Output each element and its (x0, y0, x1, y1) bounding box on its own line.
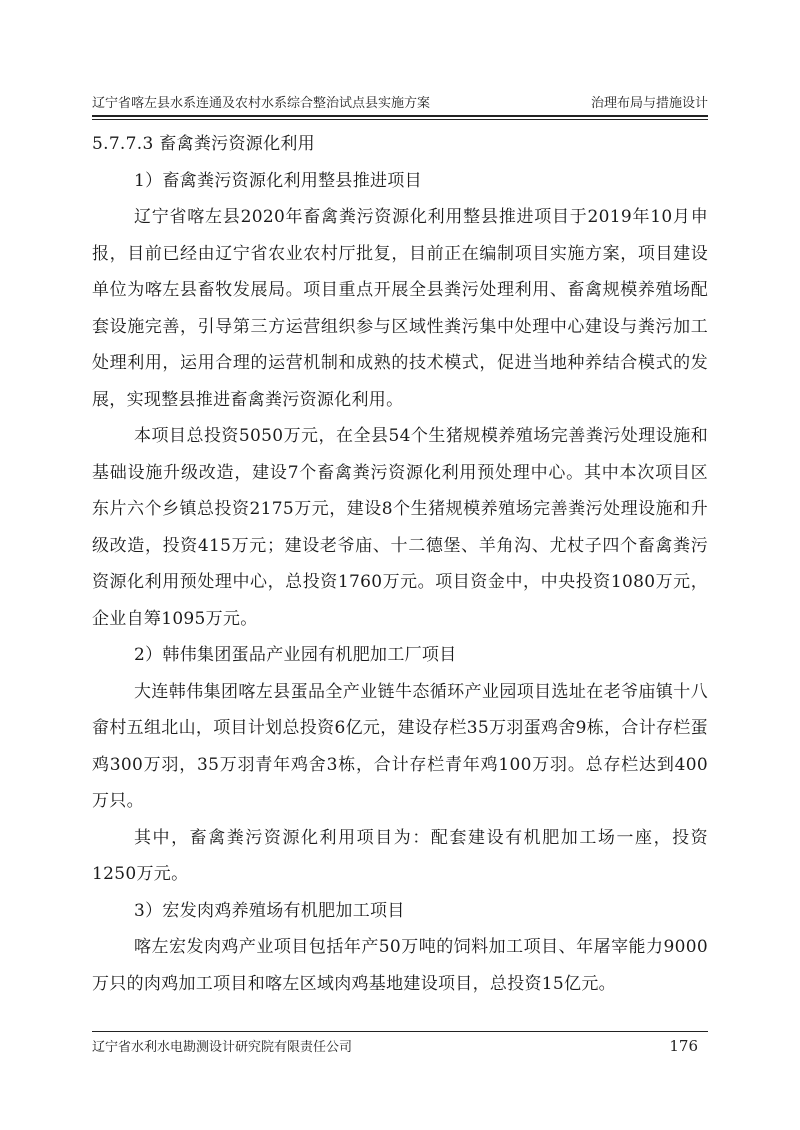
paragraph: 辽宁省喀左县2020年畜禽粪污资源化利用整县推进项目于2019年10月申报，目前已经由辽宁省农业农村厅批复，目前正在编制项目实施方案，项目建设单位为喀左县畜牧发展局。项目重点开展全县粪污处理利用、畜禽规模养殖场配套设施完善，引导第三方运营组织参与区域性粪污集中处理中心建设与粪污加工处理利用，运用合理的运营机制和成熟的技术模式，促进当地种养结合模式的发展，实现整县推进畜禽粪污资源化利用。 (92, 207, 708, 410)
paragraph: 本项目总投资5050万元，在全县54个生猪规模养殖场完善粪污处理设施和基础设施升级改造，建设7个畜禽粪污资源化利用预处理中心。其中本次项目区东片六个乡镇总投资2175万元，建设8个生猪规模养殖场完善粪污处理设施和升级改造，投资415万元；建设老爷庙、十二德堡、羊角沟、尤杖子四个畜禽粪污资源化利用预处理中心，总投资1760万元。项目资金中，中央投资1080万元，企业自筹1095万元。 (92, 426, 708, 629)
paragraph: 喀左宏发肉鸡产业项目包括年产50万吨的饲料加工项目、年屠宰能力9000万只的肉鸡加工项目和喀左区域肉鸡基地建设项目，总投资15亿元。 (92, 937, 708, 994)
subsection-heading-2: 2）韩伟集团蛋品产业园有机肥加工厂项目 (134, 645, 457, 665)
paragraph: 其中，畜禽粪污资源化利用项目为：配套建设有机肥加工场一座，投资1250万元。 (92, 827, 708, 884)
footer-rule (92, 1031, 708, 1032)
header-chapter-title: 治理布局与措施设计 (590, 96, 708, 111)
header-rule-thin (92, 119, 708, 120)
page-header (92, 90, 708, 112)
header-document-title: 辽宁省喀左县水系连通及农村水系综合整治试点县实施方案 (92, 96, 431, 111)
header-rule (92, 115, 708, 117)
subsection-heading-1: 1）畜禽粪污资源化利用整县推进项目 (134, 170, 422, 191)
page-body (92, 126, 708, 1002)
page-number: 176 (669, 1036, 698, 1055)
paragraph: 大连韩伟集团喀左县蛋品全产业链牛态循环产业园项目选址在老爷庙镇十八畲村五组北山，项目计划总投资6亿元，建设存栏35万羽蛋鸡舍9栋，合计存栏蛋鸡300万羽，35万羽青年鸡舍3栋，合计存栏青年鸡100万羽。总存栏达到400万只。 (92, 681, 708, 811)
subsection-heading-3: 3）宏发肉鸡养殖场有机肥加工项目 (134, 900, 405, 921)
section-title: 5.7.7.3 畜禽粪污资源化利用 (92, 134, 315, 154)
page-footer (92, 1036, 708, 1055)
footer-organization: 辽宁省水利水电勘测设计研究院有限责任公司 (92, 1040, 353, 1055)
